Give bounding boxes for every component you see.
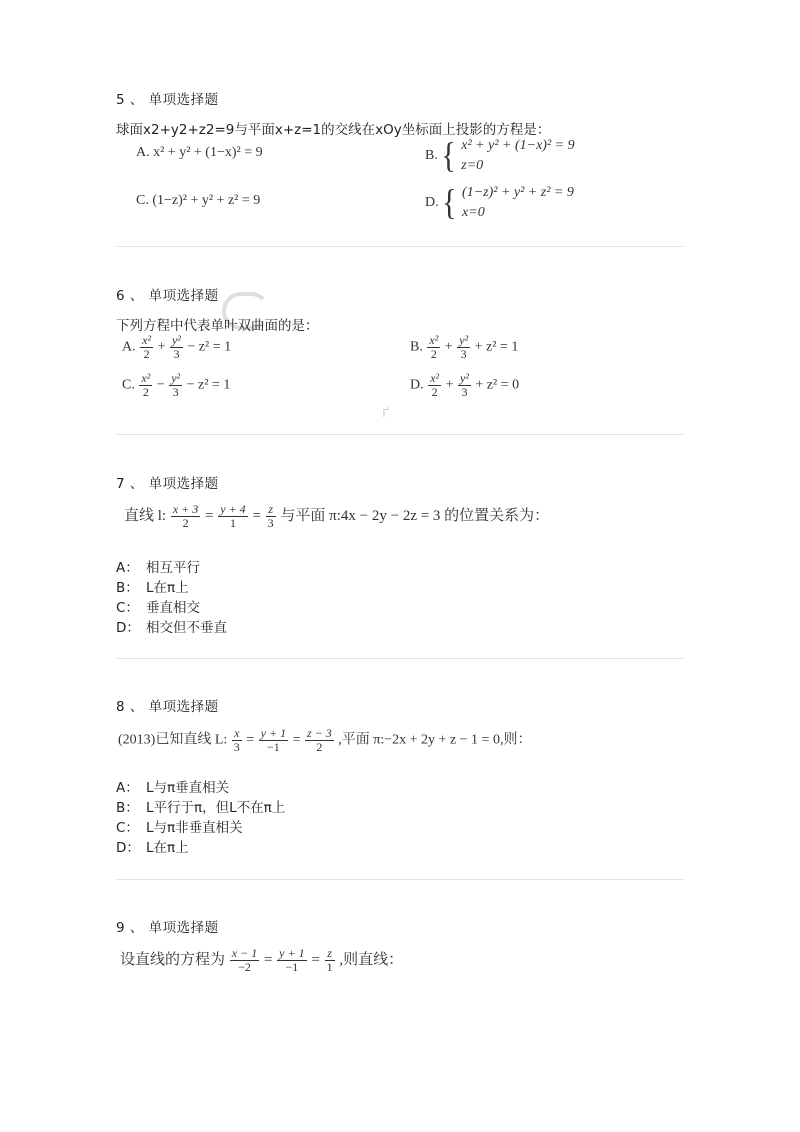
question-header: 7 、 单项选择题 <box>116 476 219 492</box>
choice-a[interactable]: A： 相互平行 <box>116 560 200 576</box>
choice-d[interactable]: D： 相交但不垂直 <box>116 620 227 636</box>
question-6 <box>116 284 686 334</box>
choice-c[interactable]: C： L与π非垂直相关 <box>116 820 243 836</box>
question-header: 8 、 单项选择题 <box>116 699 219 715</box>
option-c[interactable]: C. $\frac{\text{x²}}{2}$ − $\frac{\text{y²}}{3}$ − z² = 1 <box>122 371 231 399</box>
equation-line: x² + y² + (1−x)² = 9 <box>461 138 575 153</box>
choice-list <box>116 558 686 638</box>
option-label: D. <box>410 377 424 393</box>
question-header: 6 、 单项选择题 <box>116 288 219 304</box>
choice-d[interactable]: D： L在π上 <box>116 840 189 856</box>
question-9 <box>116 916 686 936</box>
question-stem: 直线 l: $\frac{x + 3}{2}$ = $\frac{y + 4}{1}$ = $\frac{z}{3}$ 与平面 π:4x − 2y − 2z = 3 的位置关系为： <box>124 502 550 530</box>
choice-b[interactable]: B： L平行于π，但L不在π上 <box>116 800 286 816</box>
option-label: C. <box>122 377 135 393</box>
question-stem: (2013)已知直线 L: $\frac{x}{3}$ = $\frac{y + 1}{-1}$ = $\frac{z - 3}{2}$ ,平面 π:−2x + 2y + z − 1 = 0,则： <box>118 726 532 754</box>
brace-icon: { <box>441 135 456 176</box>
option-c[interactable]: C. (1−z)² + y² + z² = 9 <box>136 193 261 208</box>
option-label: D. <box>425 195 439 211</box>
question-5 <box>116 88 686 138</box>
option-b[interactable]: B. $\frac{\text{x²}}{2}$ + $\frac{\text{y²}}{3}$ + z² = 1 <box>410 333 519 361</box>
choice-list <box>116 778 686 858</box>
option-d[interactable] <box>425 183 574 223</box>
choice-b[interactable]: B： L在π上 <box>116 580 189 596</box>
equation-line: x=0 <box>462 205 485 220</box>
equation-line: z=0 <box>461 158 484 173</box>
equation-line: (1−z)² + y² + z² = 9 <box>462 185 574 200</box>
option-a[interactable]: A. $\frac{\text{x²}}{2}$ + $\frac{\text{y²}}{3}$ − z² = 1 <box>122 333 232 361</box>
choice-a[interactable]: A： L与π垂直相关 <box>116 780 230 796</box>
option-d[interactable]: D. $\frac{\text{x²}}{2}$ + $\frac{\text{y²}}{3}$ + z² = 0 <box>410 371 520 399</box>
choice-c[interactable]: C： 垂直相交 <box>116 600 200 616</box>
divider <box>116 434 684 435</box>
divider <box>116 246 684 247</box>
question-header: 9 、 单项选择题 <box>116 920 219 936</box>
question-text: 球面x2+y2+z2=9与平面x+z=1的交线在xOy坐标面上投影的方程是： <box>116 122 551 138</box>
question-8 <box>116 695 686 715</box>
option-label: B. <box>425 148 438 164</box>
question-text: 下列方程中代表单叶双曲面的是： <box>116 318 319 334</box>
question-7 <box>116 472 686 492</box>
question-header: 5 、 单项选择题 <box>116 92 219 108</box>
watermark-mark: ґ <box>382 405 390 421</box>
divider <box>116 879 684 880</box>
divider <box>116 658 684 659</box>
option-label: B. <box>410 339 423 355</box>
question-stem: 设直线的方程为 $\frac{x - 1}{-2}$ = $\frac{y + 1}{-1}$ = $\frac{z}{1}$ ,则直线： <box>120 946 404 974</box>
option-label: A. <box>122 339 136 355</box>
brace-icon: { <box>442 182 457 223</box>
option-b[interactable] <box>425 136 575 176</box>
option-a[interactable]: A. x² + y² + (1−x)² = 9 <box>136 145 263 160</box>
